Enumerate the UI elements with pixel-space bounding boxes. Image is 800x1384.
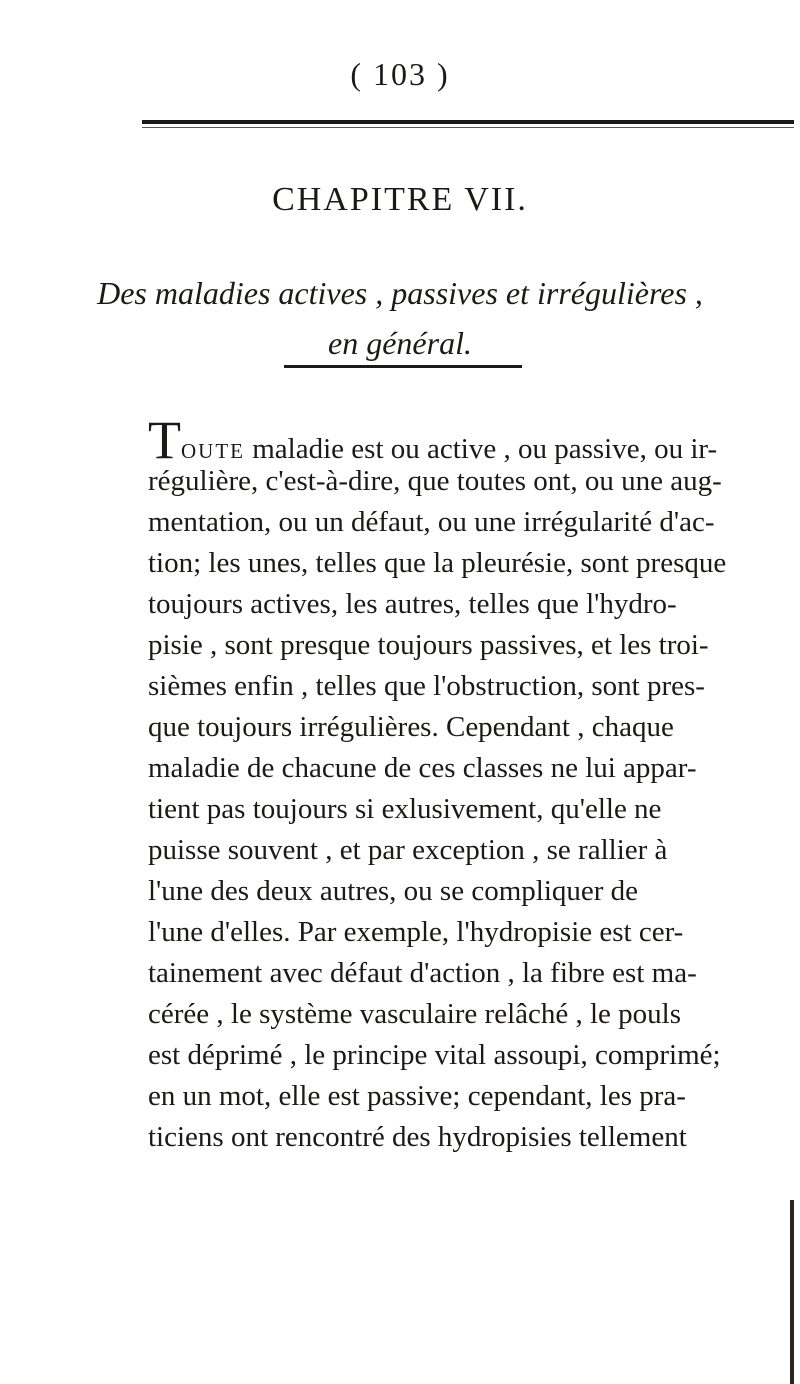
text-line: toujours actives, les autres, telles que l'hydro- (148, 588, 677, 620)
text-line: sièmes enfin , telles que l'obstruction, sont pres- (148, 670, 705, 702)
first-word-smallcaps: OUTE (181, 439, 245, 463)
text-line (148, 410, 793, 470)
text-line: puisse souvent , et par exception , se rallier à (148, 834, 668, 866)
text-line: tion; les unes, telles que la pleurésie, sont presque (148, 547, 727, 579)
section-rule (284, 365, 522, 368)
text-line: tainement avec défaut d'action , la fibre est ma- (148, 957, 697, 989)
text-line: en un mot, elle est passive; cependant, les pra- (148, 1080, 686, 1112)
text-line: tient pas toujours si exlusivement, qu'elle ne (148, 793, 662, 825)
line-1-text: maladie est ou active , ou passive, ou ir- (245, 433, 718, 465)
text-line: pisie , sont presque toujours passives, et les troi- (148, 629, 709, 661)
text-line: que toujours irrégulières. Cependant , chaque (148, 711, 674, 743)
chapter-subtitle (0, 268, 800, 368)
chapter-title: CHAPITRE VII. (272, 181, 528, 218)
page-number: ( 103 ) (350, 56, 450, 92)
text-line: maladie de chacune de ces classes ne lui appar- (148, 752, 697, 784)
header-rule-thin (142, 127, 794, 128)
subtitle-line-2: en général. (328, 325, 472, 361)
text-line: cérée , le système vasculaire relâché , le pouls (148, 998, 682, 1030)
text-line: l'une d'elles. Par exemple, l'hydropisie est cer- (148, 916, 684, 948)
text-line: régulière, c'est-à-dire, que toutes ont, ou une aug- (148, 465, 722, 497)
header-rule (142, 120, 794, 124)
text-line: l'une des deux autres, ou se compliquer de (148, 875, 639, 907)
body-paragraph (148, 410, 793, 1158)
subtitle-line-1: Des maladies actives , passives et irrégulières , (97, 275, 703, 311)
text-line: est déprimé , le principe vital assoupi, comprimé; (148, 1039, 721, 1071)
text-line: mentation, ou un défaut, ou une irrégularité d'ac- (148, 506, 715, 538)
text-line: ticiens ont rencontré des hydropisies tellement (148, 1121, 687, 1153)
page-edge-shadow (790, 1200, 794, 1384)
drop-cap: T (148, 410, 181, 470)
